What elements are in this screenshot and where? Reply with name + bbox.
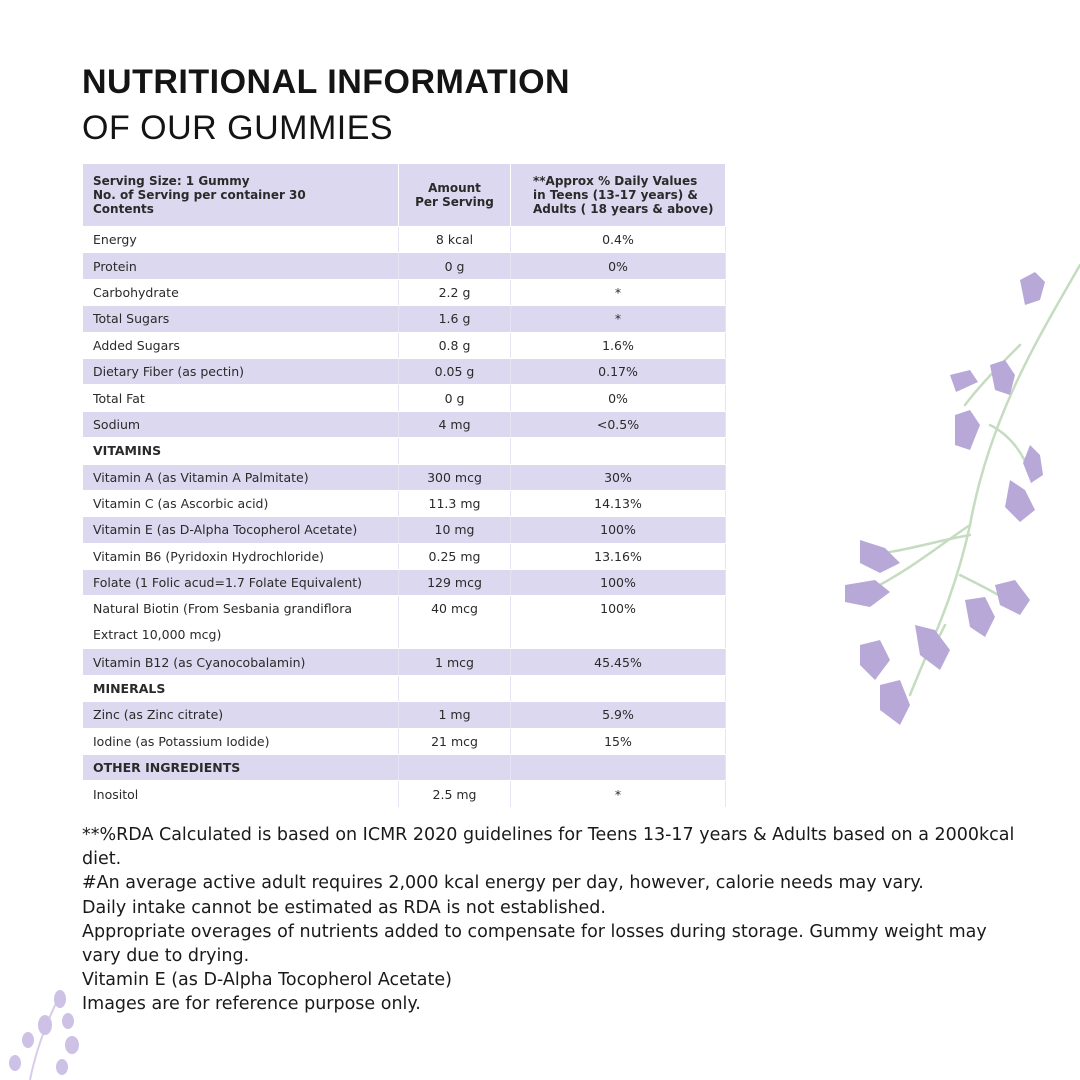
- header-amount-line1: Amount: [428, 181, 481, 195]
- nutrient-amount: 1.6 g: [399, 306, 511, 332]
- nutrient-daily-value: 0%: [511, 385, 726, 411]
- nutrient-daily-value: 45.45%: [511, 649, 726, 675]
- footnotes: [82, 823, 1022, 1017]
- table-row: [83, 411, 726, 437]
- nutrient-name: Iodine (as Potassium Iodide): [83, 728, 399, 754]
- petal: [995, 580, 1030, 615]
- petal: [56, 1059, 68, 1075]
- nutrient-amount: 4 mg: [399, 411, 511, 437]
- nutrient-name: Folate (1 Folic acud=1.7 Folate Equivalent): [83, 570, 399, 596]
- nutrient-amount: 1 mg: [399, 702, 511, 728]
- nutrition-table: [82, 163, 726, 808]
- header-contents-label: Contents: [93, 202, 154, 216]
- nutrient-amount: [399, 755, 511, 781]
- header-amount: [399, 164, 511, 227]
- table-row: [83, 570, 726, 596]
- nutrient-amount: 0 g: [399, 385, 511, 411]
- footnote-energy: #An average active adult requires 2,000 kcal energy per day, however, calorie needs may vary.: [82, 873, 924, 894]
- nutrient-amount: 300 mcg: [399, 464, 511, 490]
- nutrient-name: Energy: [83, 227, 399, 253]
- petal: [22, 1032, 34, 1048]
- nutrient-daily-value: 0.4%: [511, 227, 726, 253]
- header-amount-line2: Per Serving: [415, 195, 494, 209]
- table-row: [83, 279, 726, 305]
- petal: [880, 680, 910, 725]
- nutrient-daily-value: *: [511, 279, 726, 305]
- footnote-images: Images are for reference purpose only.: [82, 994, 421, 1015]
- nutrient-name: Natural Biotin (From Sesbania grandiflora Extract 10,000 mcg): [83, 596, 399, 649]
- nutrient-amount: 10 mg: [399, 517, 511, 543]
- table-header-row: [83, 164, 726, 227]
- petal: [990, 360, 1015, 395]
- nutrient-daily-value: 1.6%: [511, 332, 726, 358]
- nutrient-name: Protein: [83, 253, 399, 279]
- nutrient-name: Carbohydrate: [83, 279, 399, 305]
- header-serving-size: Serving Size: 1 Gummy: [93, 174, 250, 188]
- section-vitamins: VITAMINS: [83, 438, 399, 464]
- header-daily-values: [511, 164, 726, 227]
- table-row: [83, 517, 726, 543]
- nutrient-daily-value: 0%: [511, 253, 726, 279]
- petal: [955, 410, 980, 450]
- petal: [38, 1015, 52, 1035]
- nutrient-daily-value: [511, 438, 726, 464]
- table-row: [83, 649, 726, 675]
- title-line-1: NUTRITIONAL INFORMATION: [82, 63, 571, 101]
- petal: [9, 1055, 21, 1071]
- nutrient-daily-value: 100%: [511, 596, 726, 649]
- nutrient-daily-value: 100%: [511, 517, 726, 543]
- nutrient-name: Added Sugars: [83, 332, 399, 358]
- table-section-row: [83, 438, 726, 464]
- nutrient-name: Total Sugars: [83, 306, 399, 332]
- nutrient-daily-value: <0.5%: [511, 411, 726, 437]
- nutrient-amount: 8 kcal: [399, 227, 511, 253]
- nutrient-name: Zinc (as Zinc citrate): [83, 702, 399, 728]
- nutrient-amount: 2.5 mg: [399, 781, 511, 807]
- nutrient-daily-value: [511, 755, 726, 781]
- small-lavender-sprig-illustration: [0, 985, 90, 1080]
- nutrient-name: Vitamin B6 (Pyridoxin Hydrochloride): [83, 543, 399, 569]
- petal: [54, 990, 66, 1008]
- petal: [65, 1036, 79, 1054]
- nutrient-amount: 129 mcg: [399, 570, 511, 596]
- nutrient-daily-value: [511, 675, 726, 701]
- table-row: [83, 596, 726, 649]
- nutrient-name: Inositol: [83, 781, 399, 807]
- nutrient-daily-value: 30%: [511, 464, 726, 490]
- nutrient-daily-value: *: [511, 781, 726, 807]
- nutrient-amount: 0 g: [399, 253, 511, 279]
- header-dv-line1: **Approx % Daily Values: [533, 174, 698, 188]
- table-row: [83, 306, 726, 332]
- title-line-2: OF OUR GUMMIES: [82, 109, 394, 147]
- nutrient-amount: 21 mcg: [399, 728, 511, 754]
- nutrient-daily-value: 5.9%: [511, 702, 726, 728]
- table-row: [83, 728, 726, 754]
- petal: [1005, 480, 1035, 522]
- header-servings-per-container: No. of Serving per container 30: [93, 188, 306, 202]
- footnote-vitamin-e: Vitamin E (as D-Alpha Tocopherol Acetate): [82, 970, 452, 991]
- nutrient-daily-value: 15%: [511, 728, 726, 754]
- header-contents: [83, 164, 399, 227]
- petal: [1020, 272, 1045, 305]
- nutrient-amount: 1 mcg: [399, 649, 511, 675]
- table-row: [83, 464, 726, 490]
- section-other-ingredients: OTHER INGREDIENTS: [83, 755, 399, 781]
- nutrient-amount: 0.25 mg: [399, 543, 511, 569]
- header-dv-line2: in Teens (13-17 years) &: [533, 188, 698, 202]
- nutrient-amount: 0.05 g: [399, 358, 511, 384]
- lavender-branch-illustration: [840, 225, 1080, 735]
- petal: [1023, 445, 1043, 483]
- table-row: [83, 358, 726, 384]
- nutrient-name: Total Fat: [83, 385, 399, 411]
- nutrient-amount: 0.8 g: [399, 332, 511, 358]
- table-row: [83, 227, 726, 253]
- nutrient-amount: 40 mcg: [399, 596, 511, 649]
- nutrient-amount: 2.2 g: [399, 279, 511, 305]
- petal: [965, 597, 995, 637]
- nutrient-daily-value: 100%: [511, 570, 726, 596]
- header-dv-line3: Adults ( 18 years & above): [533, 202, 714, 216]
- nutrient-name: Vitamin A (as Vitamin A Palmitate): [83, 464, 399, 490]
- table-row: [83, 490, 726, 516]
- section-minerals: MINERALS: [83, 675, 399, 701]
- nutrient-name: Dietary Fiber (as pectin): [83, 358, 399, 384]
- table-row: [83, 702, 726, 728]
- footnote-rda: **%RDA Calculated is based on ICMR 2020 guidelines for Teens 13-17 years & Adults based on a 2000kcal diet.: [82, 825, 1015, 870]
- nutrient-daily-value: *: [511, 306, 726, 332]
- nutrient-name: Sodium: [83, 411, 399, 437]
- table-row: [83, 385, 726, 411]
- nutrient-amount: [399, 675, 511, 701]
- petal: [860, 540, 900, 573]
- footnote-daily-intake: Daily intake cannot be estimated as RDA is not established.: [82, 897, 606, 918]
- nutrient-name: Vitamin E (as D-Alpha Tocopherol Acetate): [83, 517, 399, 543]
- table-row: [83, 253, 726, 279]
- table-row: [83, 543, 726, 569]
- footnote-overages: Appropriate overages of nutrients added to compensate for losses during storage. Gummy weight may vary due to drying.: [82, 921, 987, 967]
- petal: [62, 1013, 74, 1029]
- nutrient-amount: 11.3 mg: [399, 490, 511, 516]
- nutrient-daily-value: 13.16%: [511, 543, 726, 569]
- nutrient-daily-value: 0.17%: [511, 358, 726, 384]
- petal: [860, 640, 890, 680]
- table-row: [83, 781, 726, 807]
- nutrient-daily-value: 14.13%: [511, 490, 726, 516]
- nutrient-name: Vitamin B12 (as Cyanocobalamin): [83, 649, 399, 675]
- table-row: [83, 332, 726, 358]
- nutrient-amount: [399, 438, 511, 464]
- nutrient-name: Vitamin C (as Ascorbic acid): [83, 490, 399, 516]
- table-section-row: [83, 675, 726, 701]
- petal: [915, 625, 950, 670]
- petal: [950, 370, 978, 392]
- table-section-row: [83, 755, 726, 781]
